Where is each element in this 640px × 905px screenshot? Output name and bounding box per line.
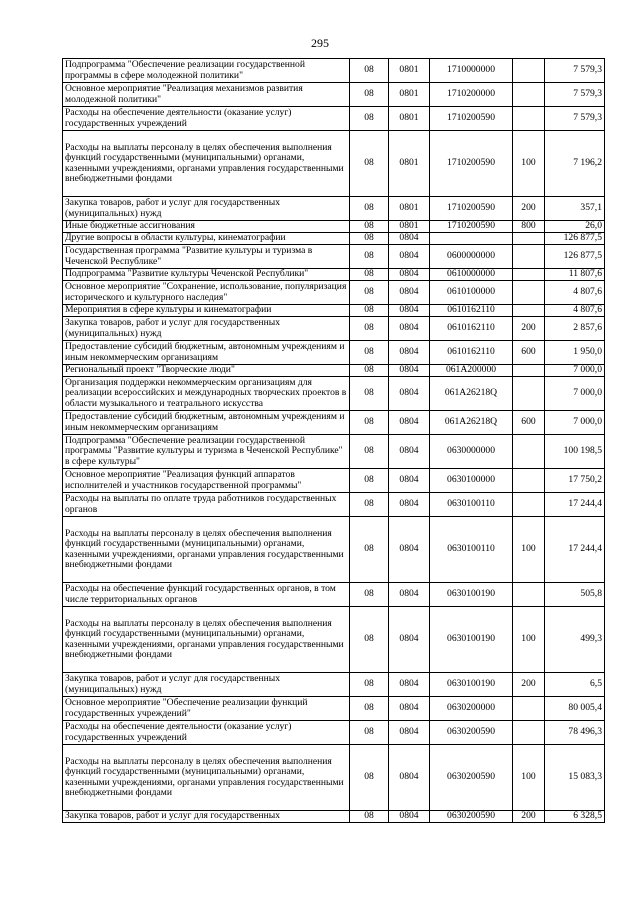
target-article-code: 0630100190: [430, 607, 513, 673]
subsection-code: 0804: [389, 317, 430, 341]
table-row: [63, 673, 605, 697]
section-code: 08: [350, 317, 389, 341]
expense-type-code: 600: [513, 341, 545, 365]
expense-type-code: [513, 697, 545, 721]
expense-type-code: [513, 233, 545, 245]
expense-name: Расходы на обеспечение деятельности (оказание услуг) государственных учреждений: [63, 721, 350, 745]
section-code: 08: [350, 281, 389, 305]
expense-name: Расходы на выплаты персоналу в целях обеспечения выполнения функций государственными (муниципальными) органами, казенными учреждениями, органами управления государственными внебюджетными фондами: [63, 517, 350, 583]
table-row: [63, 281, 605, 305]
section-code: 08: [350, 469, 389, 493]
table-row: [63, 435, 605, 469]
section-code: 08: [350, 341, 389, 365]
expense-name: Расходы на выплаты персоналу в целях обеспечения выполнения функций государственными (муниципальными) органами, казенными учреждениями, органами управления государственными внебюджетными фондами: [63, 745, 350, 811]
expense-name: Подпрограмма "Обеспечение реализации государственной программы в сфере молодежной политики": [63, 59, 350, 83]
expense-name: Закупка товаров, работ и услуг для государственных (муниципальных) нужд: [63, 317, 350, 341]
target-article-code: 0610162110: [430, 317, 513, 341]
expense-type-code: 100: [513, 517, 545, 583]
subsection-code: 0804: [389, 245, 430, 269]
section-code: 08: [350, 59, 389, 83]
expense-type-code: 200: [513, 197, 545, 221]
subsection-code: 0804: [389, 607, 430, 673]
table-row: [63, 341, 605, 365]
table-row: [63, 365, 605, 377]
target-article-code: 0630100190: [430, 673, 513, 697]
section-code: 08: [350, 269, 389, 281]
subsection-code: 0804: [389, 469, 430, 493]
expense-type-code: [513, 245, 545, 269]
table-row: [63, 131, 605, 197]
subsection-code: 0804: [389, 673, 430, 697]
subsection-code: 0804: [389, 811, 430, 823]
expense-name: Предоставление субсидий бюджетным, автономным учреждениям и иным некоммерческим организациям: [63, 411, 350, 435]
expense-name: Расходы на выплаты персоналу в целях обеспечения выполнения функций государственными (муниципальными) органами, казенными учреждениями, органами управления государственными внебюджетными фондами: [63, 607, 350, 673]
target-article-code: 1710200590: [430, 197, 513, 221]
target-article-code: [430, 233, 513, 245]
expense-type-code: 200: [513, 811, 545, 823]
section-code: 08: [350, 221, 389, 233]
amount: 126 877,5: [545, 233, 605, 245]
expense-type-code: 200: [513, 673, 545, 697]
amount: 1 950,0: [545, 341, 605, 365]
expense-name: Закупка товаров, работ и услуг для государственных (муниципальных) нужд: [63, 673, 350, 697]
expense-name: Закупка товаров, работ и услуг для государственных (муниципальных) нужд: [63, 197, 350, 221]
budget-table-body: [63, 59, 605, 823]
amount: 100 198,5: [545, 435, 605, 469]
table-row: [63, 493, 605, 517]
budget-table: [62, 58, 605, 823]
subsection-code: 0804: [389, 697, 430, 721]
subsection-code: 0801: [389, 131, 430, 197]
amount: 4 807,6: [545, 305, 605, 317]
amount: 17 244,4: [545, 493, 605, 517]
table-row: [63, 107, 605, 131]
expense-name: Основное мероприятие "Реализация механизмов развития молодежной политики": [63, 83, 350, 107]
subsection-code: 0804: [389, 435, 430, 469]
section-code: 08: [350, 83, 389, 107]
amount: 7 579,3: [545, 107, 605, 131]
expense-type-code: 800: [513, 221, 545, 233]
expense-name: Подпрограмма "Обеспечение реализации государственной программы "Развитие культуры и туризма в Чеченской Республике" в сфере культуры": [63, 435, 350, 469]
amount: 7 000,0: [545, 377, 605, 411]
amount: 6,5: [545, 673, 605, 697]
expense-type-code: [513, 83, 545, 107]
table-row: [63, 245, 605, 269]
table-row: [63, 197, 605, 221]
expense-name: Предоставление субсидий бюджетным, автономным учреждениям и иным некоммерческим организациям: [63, 341, 350, 365]
table-row: [63, 745, 605, 811]
amount: 6 328,5: [545, 811, 605, 823]
expense-type-code: [513, 377, 545, 411]
table-row: [63, 721, 605, 745]
expense-name: Мероприятия в сфере культуры и кинематографии: [63, 305, 350, 317]
table-row: [63, 305, 605, 317]
expense-type-code: 100: [513, 607, 545, 673]
amount: 78 496,3: [545, 721, 605, 745]
expense-type-code: 600: [513, 411, 545, 435]
target-article-code: 1710200590: [430, 221, 513, 233]
table-row: [63, 607, 605, 673]
expense-name: Расходы на выплаты персоналу в целях обеспечения выполнения функций государственными (муниципальными) органами, казенными учреждениями, органами управления государственными внебюджетными фондами: [63, 131, 350, 197]
expense-type-code: [513, 365, 545, 377]
subsection-code: 0804: [389, 377, 430, 411]
target-article-code: 0610162110: [430, 305, 513, 317]
expense-type-code: 100: [513, 745, 545, 811]
amount: 4 807,6: [545, 281, 605, 305]
table-row: [63, 317, 605, 341]
expense-type-code: 200: [513, 317, 545, 341]
target-article-code: 0630200590: [430, 745, 513, 811]
table-row: [63, 233, 605, 245]
target-article-code: 0610000000: [430, 269, 513, 281]
subsection-code: 0804: [389, 365, 430, 377]
subsection-code: 0804: [389, 341, 430, 365]
table-row: [63, 811, 605, 823]
expense-type-code: [513, 269, 545, 281]
expense-type-code: [513, 469, 545, 493]
expense-name: Иные бюджетные ассигнования: [63, 221, 350, 233]
table-row: [63, 59, 605, 83]
amount: 7 000,0: [545, 365, 605, 377]
expense-type-code: [513, 305, 545, 317]
subsection-code: 0801: [389, 107, 430, 131]
subsection-code: 0804: [389, 721, 430, 745]
section-code: 08: [350, 411, 389, 435]
amount: 26,0: [545, 221, 605, 233]
amount: 7 579,3: [545, 59, 605, 83]
amount: 7 579,3: [545, 83, 605, 107]
expense-name: Закупка товаров, работ и услуг для государственных: [63, 811, 350, 823]
expense-type-code: [513, 281, 545, 305]
section-code: 08: [350, 131, 389, 197]
expense-type-code: [513, 583, 545, 607]
expense-type-code: [513, 493, 545, 517]
expense-name: Региональный проект "Творческие люди": [63, 365, 350, 377]
section-code: 08: [350, 107, 389, 131]
expense-name: Основное мероприятие "Реализация функций аппаратов исполнителей и участников государственной программы": [63, 469, 350, 493]
target-article-code: 061A26218Q: [430, 411, 513, 435]
target-article-code: 0630200590: [430, 721, 513, 745]
amount: 7 000,0: [545, 411, 605, 435]
section-code: 08: [350, 233, 389, 245]
subsection-code: 0804: [389, 583, 430, 607]
subsection-code: 0804: [389, 745, 430, 811]
expense-name: Подпрограмма "Развитие культуры Чеченской Республики": [63, 269, 350, 281]
table-row: [63, 469, 605, 493]
target-article-code: 1710000000: [430, 59, 513, 83]
section-code: 08: [350, 305, 389, 317]
subsection-code: 0801: [389, 59, 430, 83]
section-code: 08: [350, 377, 389, 411]
expense-name: Расходы на обеспечение деятельности (оказание услуг) государственных учреждений: [63, 107, 350, 131]
expense-type-code: [513, 435, 545, 469]
target-article-code: 0630100190: [430, 583, 513, 607]
expense-name: Другие вопросы в области культуры, кинематографии: [63, 233, 350, 245]
amount: 17 750,2: [545, 469, 605, 493]
expense-name: Основное мероприятие "Обеспечение реализации функций государственных учреждений": [63, 697, 350, 721]
expense-type-code: [513, 107, 545, 131]
amount: 126 877,5: [545, 245, 605, 269]
subsection-code: 0801: [389, 83, 430, 107]
section-code: 08: [350, 493, 389, 517]
subsection-code: 0804: [389, 411, 430, 435]
target-article-code: 1710200000: [430, 83, 513, 107]
amount: 11 807,6: [545, 269, 605, 281]
subsection-code: 0801: [389, 197, 430, 221]
target-article-code: 0630000000: [430, 435, 513, 469]
section-code: 08: [350, 517, 389, 583]
subsection-code: 0804: [389, 305, 430, 317]
section-code: 08: [350, 607, 389, 673]
subsection-code: 0804: [389, 517, 430, 583]
expense-name: Расходы на обеспечение функций государственных органов, в том числе территориальных органов: [63, 583, 350, 607]
expense-name: Организация поддержки некоммерческим организациям для реализации всероссийских и международных творческих проектов в области музыкального и театрального искусства: [63, 377, 350, 411]
table-row: [63, 411, 605, 435]
section-code: 08: [350, 811, 389, 823]
target-article-code: 0610162110: [430, 341, 513, 365]
section-code: 08: [350, 583, 389, 607]
section-code: 08: [350, 721, 389, 745]
expense-name: Расходы на выплаты по оплате труда работников государственных органов: [63, 493, 350, 517]
amount: 80 005,4: [545, 697, 605, 721]
amount: 505,8: [545, 583, 605, 607]
section-code: 08: [350, 435, 389, 469]
subsection-code: 0804: [389, 269, 430, 281]
target-article-code: 0630100110: [430, 517, 513, 583]
section-code: 08: [350, 365, 389, 377]
target-article-code: 0630200000: [430, 697, 513, 721]
target-article-code: 0600000000: [430, 245, 513, 269]
target-article-code: 0610100000: [430, 281, 513, 305]
target-article-code: 1710200590: [430, 131, 513, 197]
table-row: [63, 269, 605, 281]
table-row: [63, 221, 605, 233]
target-article-code: 061A26218Q: [430, 377, 513, 411]
expense-name: Государственная программа "Развитие культуры и туризма в Чеченской Республике": [63, 245, 350, 269]
amount: 15 083,3: [545, 745, 605, 811]
subsection-code: 0804: [389, 233, 430, 245]
page-number: 295: [311, 36, 329, 50]
table-row: [63, 583, 605, 607]
target-article-code: 0630200590: [430, 811, 513, 823]
expense-type-code: [513, 59, 545, 83]
table-row: [63, 517, 605, 583]
subsection-code: 0804: [389, 281, 430, 305]
amount: 7 196,2: [545, 131, 605, 197]
table-row: [63, 697, 605, 721]
target-article-code: 1710200590: [430, 107, 513, 131]
section-code: 08: [350, 673, 389, 697]
expense-name: Основное мероприятие "Сохранение, использование, популяризация исторического и культурного наследия": [63, 281, 350, 305]
table-row: [63, 83, 605, 107]
amount: 17 244,4: [545, 517, 605, 583]
section-code: 08: [350, 697, 389, 721]
expense-type-code: [513, 721, 545, 745]
amount: 2 857,6: [545, 317, 605, 341]
section-code: 08: [350, 197, 389, 221]
subsection-code: 0804: [389, 493, 430, 517]
target-article-code: 061A200000: [430, 365, 513, 377]
section-code: 08: [350, 745, 389, 811]
section-code: 08: [350, 245, 389, 269]
target-article-code: 0630100110: [430, 493, 513, 517]
expense-type-code: 100: [513, 131, 545, 197]
target-article-code: 0630100000: [430, 469, 513, 493]
table-row: [63, 377, 605, 411]
amount: 357,1: [545, 197, 605, 221]
amount: 499,3: [545, 607, 605, 673]
subsection-code: 0801: [389, 221, 430, 233]
